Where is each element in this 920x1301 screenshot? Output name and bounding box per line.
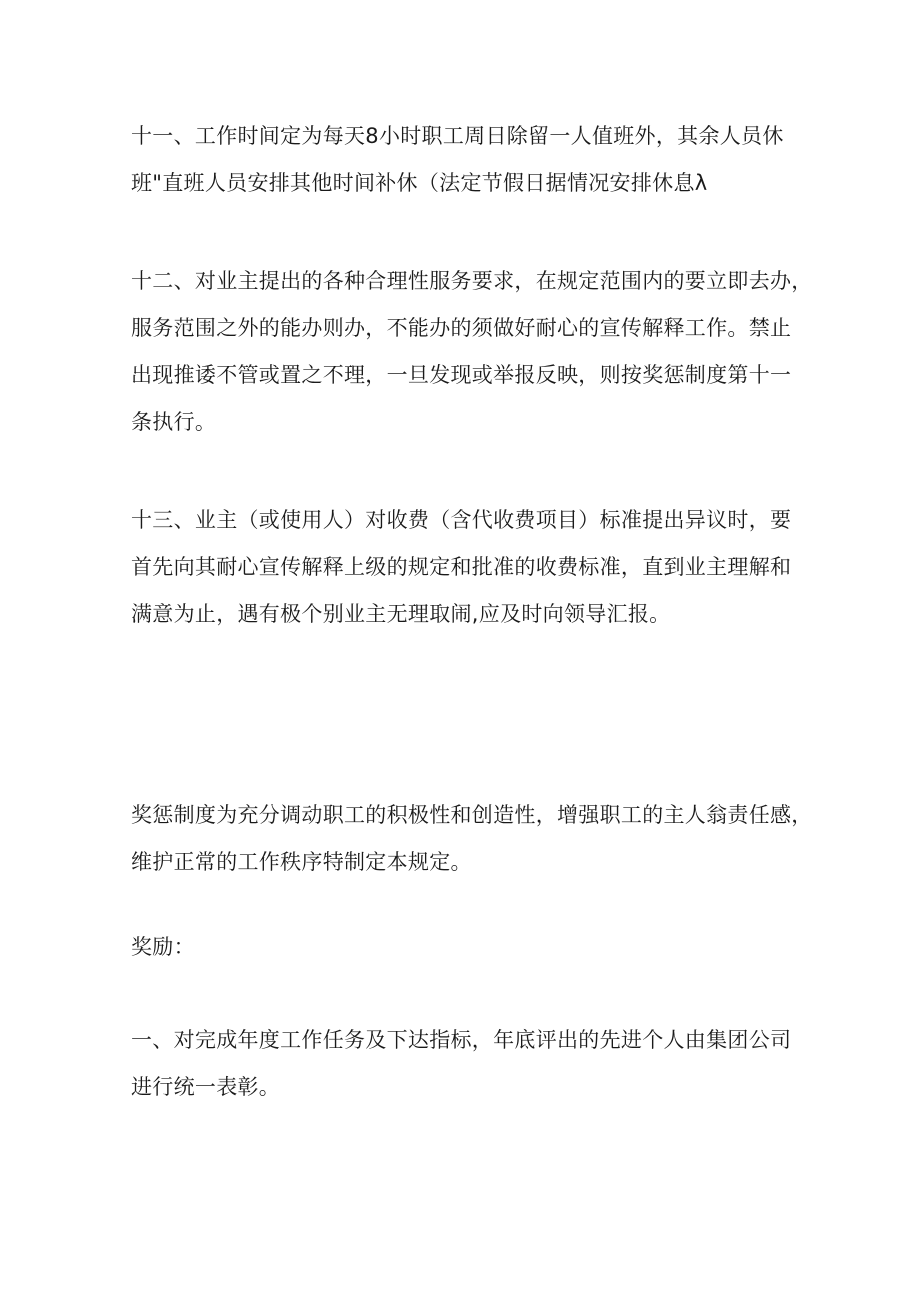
paragraph-line: 出现推诿不管或置之不理，一旦发现或举报反映，则按奖惩制度第十一 — [131, 363, 792, 387]
paragraph-line: 维护正常的工作秩序特制定本规定。 — [131, 850, 472, 874]
paragraph-reward-punishment-intro — [131, 792, 811, 886]
paragraph-line: 满意为止，遇有极个别业主无理取闹,应及时向领导汇报。 — [131, 602, 671, 626]
paragraph-line: 一、对完成年度工作任务及下达指标，年底评出的先进个人由集团公司 — [131, 1028, 792, 1052]
paragraph-item-13 — [131, 497, 811, 638]
heading-text: 奖励： — [131, 935, 195, 959]
paragraph-line: 服务范围之外的能办则办，不能办的须做好耐心的宣传解释工作。禁止 — [131, 316, 792, 340]
paragraph-line: 班"直班人员安排其他时间补休（法定节假日据情况安排休息λ — [131, 171, 708, 195]
paragraph-line: 奖惩制度为充分调动职工的积极性和创造性，增强职工的主人翁责任感， — [131, 803, 813, 827]
paragraph-reward-item-1 — [131, 1017, 811, 1111]
paragraph-item-12 — [131, 258, 811, 446]
paragraph-line: 条执行。 — [131, 410, 217, 434]
paragraph-line: 十一、工作时间定为每天8小时职工周日除留一人值班外，其余人员休 — [131, 124, 784, 148]
paragraph-line: 进行统一表彰。 — [131, 1075, 281, 1099]
paragraph-line: 首先向其耐心宣传解释上级的规定和批准的收费标准，直到业主理解和 — [131, 555, 792, 579]
paragraph-item-11 — [131, 113, 811, 207]
paragraph-line: 十三、业主（或使用人）对收费（含代收费项目）标准提出异议时，要 — [131, 508, 792, 532]
paragraph-line: 十二、对业主提出的各种合理性服务要求，在规定范围内的要立即去办， — [131, 269, 813, 293]
section-heading-reward — [131, 924, 811, 971]
